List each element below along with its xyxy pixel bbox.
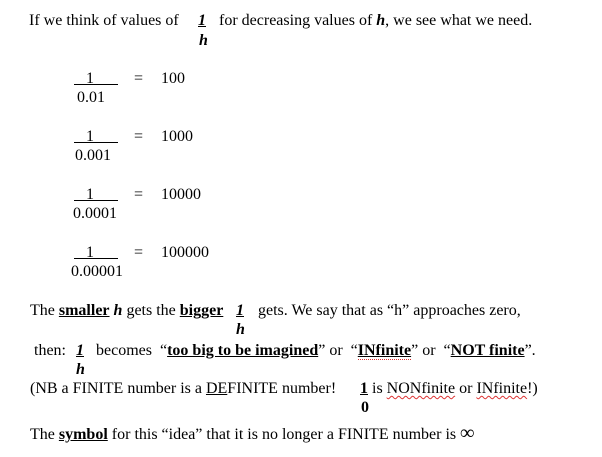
word-symbol: symbol <box>58 426 108 443</box>
line2-or-1: ” or <box>318 342 343 359</box>
intro-h: h <box>376 12 386 29</box>
quote-open-3: “ <box>443 342 451 359</box>
row-numerator: 1 <box>86 70 94 87</box>
word-infinite-2: INfinite <box>476 380 528 397</box>
line1-rest: gets. We say that as “h” approaches zero, <box>258 302 521 319</box>
phrase-too-big: too big to be imagined <box>167 342 319 359</box>
line2-fraction-denominator: h <box>76 361 85 378</box>
line1-fraction-numerator: 1 <box>236 302 244 319</box>
row-denominator: 0.01 <box>77 89 105 106</box>
row-equals: = <box>134 128 144 145</box>
line4-the: The <box>30 426 55 443</box>
infinity-symbol: ∞ <box>460 422 475 444</box>
quote-open: “ <box>159 342 168 359</box>
definite-prefix: DE <box>205 380 228 397</box>
line2-becomes: becomes <box>96 342 152 359</box>
phrase-not-finite: NOT finite <box>450 342 525 359</box>
quote-open-2: “ <box>350 342 358 359</box>
row-value: 10000 <box>161 186 201 203</box>
line1-gets-the: gets the <box>126 302 176 319</box>
line1-fraction-denominator: h <box>236 321 245 338</box>
paragraph-line-4 <box>30 424 474 444</box>
row-denominator: 0.00001 <box>71 263 123 280</box>
paragraph-line-3-start <box>30 380 336 398</box>
intro-after-end: , we see what we need. <box>385 12 533 29</box>
row-equals: = <box>134 244 144 261</box>
word-nonfinite: NONfinite <box>386 380 456 397</box>
definite-rest: FINITE number! <box>227 380 337 397</box>
line1-the: The <box>30 302 55 319</box>
row-equals: = <box>134 186 144 203</box>
intro-text <box>29 12 179 30</box>
line3-text: (NB a FINITE number is a <box>30 380 202 397</box>
intro-before: If we think of values of <box>29 12 179 29</box>
row-denominator: 0.001 <box>75 147 111 164</box>
line2-or-2: ” or <box>411 342 436 359</box>
intro-fraction-denominator: h <box>199 32 208 49</box>
line2-end: ”. <box>524 342 536 359</box>
line3-is: is <box>372 380 383 397</box>
paragraph-line-2-rest <box>96 342 536 360</box>
word-definite <box>206 380 336 397</box>
line2-then: then: <box>34 342 66 359</box>
row-numerator: 1 <box>86 244 94 261</box>
row-value: 100 <box>161 70 185 87</box>
paragraph-line-3-rest <box>372 380 538 398</box>
row-value: 100000 <box>161 244 209 261</box>
line4-rest: for this “idea” that it is no longer a FINITE number is <box>111 426 457 443</box>
row-equals: = <box>134 70 144 87</box>
row-value: 1000 <box>161 128 193 145</box>
intro-fraction-numerator: 1 <box>198 12 206 29</box>
row-denominator: 0.0001 <box>73 205 117 222</box>
row-numerator: 1 <box>86 128 94 145</box>
line2-fraction-numerator: 1 <box>76 342 84 359</box>
line3-end: !) <box>527 380 538 397</box>
word-bigger: bigger <box>179 302 224 319</box>
intro-after-text: for decreasing values of <box>219 12 373 29</box>
line1-h: h <box>113 302 123 319</box>
paragraph-line-2-start <box>34 342 66 360</box>
word-smaller: smaller <box>58 302 110 319</box>
line3-fraction-numerator: 1 <box>360 380 368 397</box>
word-infinite: INfinite <box>357 342 412 359</box>
line3-fraction-denominator: 0 <box>361 399 369 416</box>
line3-or: or <box>459 380 473 397</box>
intro-after <box>219 12 532 30</box>
paragraph-line-1 <box>30 302 223 320</box>
row-numerator: 1 <box>86 186 94 203</box>
